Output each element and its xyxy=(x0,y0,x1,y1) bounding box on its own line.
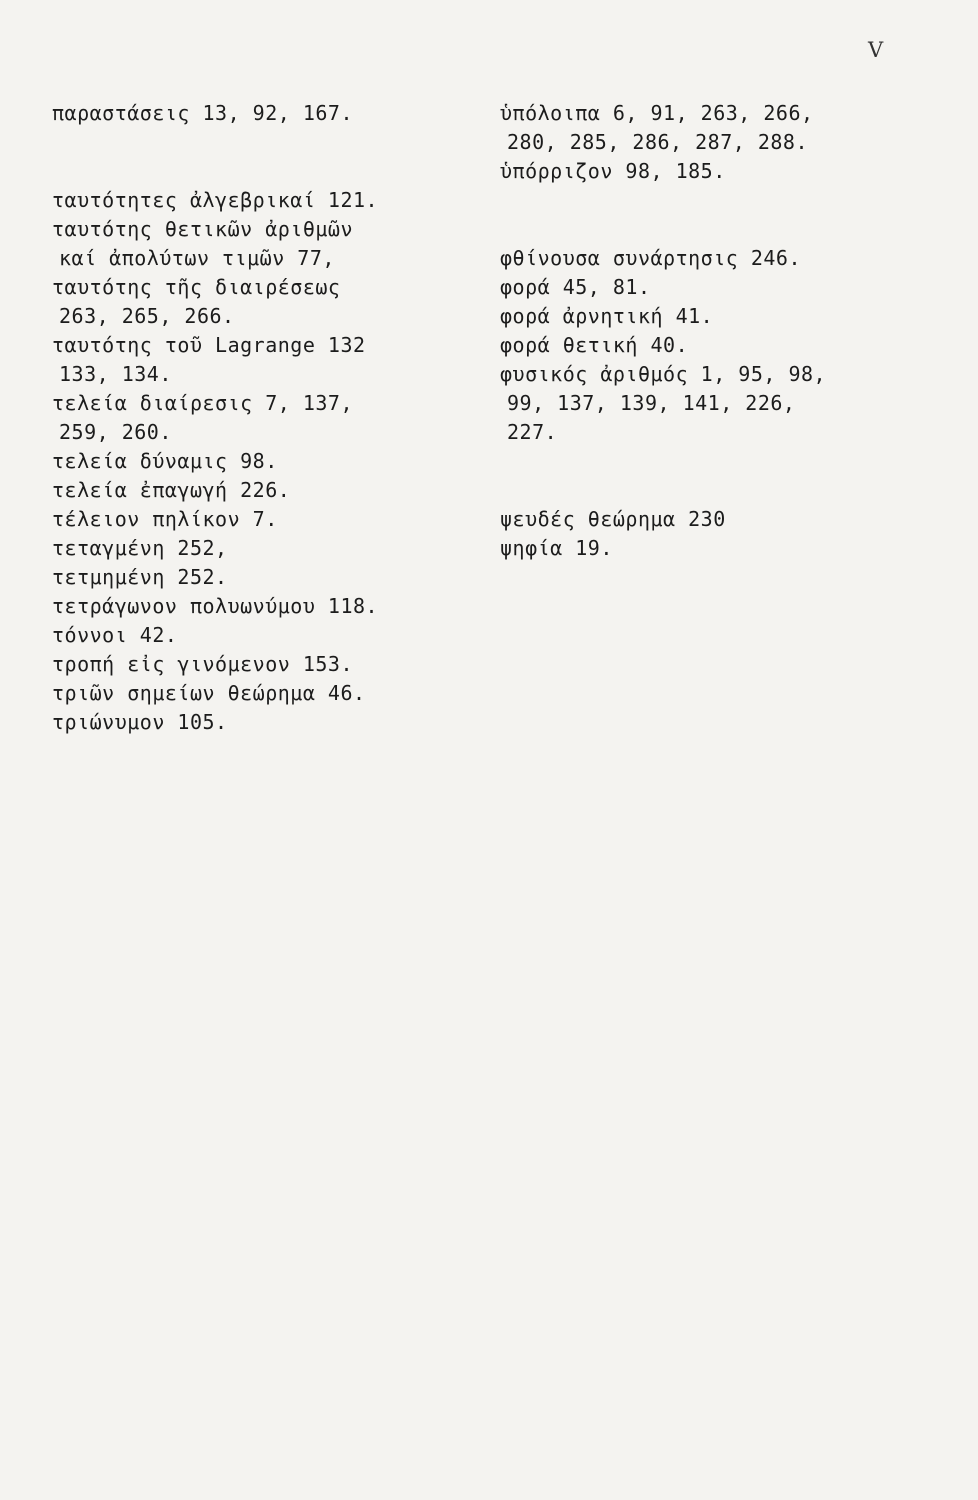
index-entry xyxy=(500,215,930,244)
index-entry xyxy=(52,128,472,157)
index-entry-continuation: 99, 137, 139, 141, 226, xyxy=(507,391,796,415)
index-entry: φθίνουσα συνάρτησις 246. xyxy=(500,246,801,270)
index-column-right xyxy=(500,99,930,563)
index-entry: τελεία ἐπαγωγή 226. xyxy=(52,478,291,502)
index-entry: τροπή εἰς γινόμενον 153. xyxy=(52,652,353,676)
index-entry: ταυτότητες ἀλγεβρικαί 121. xyxy=(52,188,379,212)
page-number: V xyxy=(868,38,884,62)
index-entry: ταυτότης τῆς διαιρέσεως xyxy=(52,275,341,299)
index-entry: φορά ἀρνητική 41. xyxy=(500,304,714,328)
index-entry: φορά θετική 40. xyxy=(500,333,689,357)
index-entry: τεταγμένη 252, xyxy=(52,536,228,560)
index-entry: παραστάσεις 13, 92, 167. xyxy=(52,101,353,125)
index-entry: τελεία διαίρεσις 7, 137, xyxy=(52,391,353,415)
index-entry: τόννοι 42. xyxy=(52,623,178,647)
index-entry: ὑπόλοιπα 6, 91, 263, 266, xyxy=(500,101,814,125)
index-entry: τριώνυμον 105. xyxy=(52,710,228,734)
index-entry: ταυτότης θετικῶν ἀριθμῶν xyxy=(52,217,353,241)
index-entry: ταυτότης τοῦ Lagrange 132 xyxy=(52,333,366,357)
index-entry: φορά 45, 81. xyxy=(500,275,651,299)
index-entry-continuation: 263, 265, 266. xyxy=(59,304,235,328)
index-entry-continuation: 259, 260. xyxy=(59,420,172,444)
index-entry-continuation: καί ἀπολύτων τιμῶν 77, xyxy=(59,246,335,270)
index-entry: τέλειον πηλίκον 7. xyxy=(52,507,278,531)
index-entry: τετράγωνον πολυωνύμου 118. xyxy=(52,594,379,618)
index-entry xyxy=(500,447,930,476)
index-entry-continuation: 133, 134. xyxy=(59,362,172,386)
index-entry xyxy=(52,157,472,186)
index-entry: ὑπόρριζον 98, 185. xyxy=(500,159,726,183)
index-entry: τριῶν σημείων θεώρημα 46. xyxy=(52,681,366,705)
index-entry xyxy=(500,186,930,215)
index-entry xyxy=(500,476,930,505)
index-entry: τετμημένη 252. xyxy=(52,565,228,589)
index-column-left xyxy=(52,99,472,737)
index-entry: ψευδές θεώρημα 230 xyxy=(500,507,726,531)
index-entry: ψηφία 19. xyxy=(500,536,613,560)
index-entry-continuation: 280, 285, 286, 287, 288. xyxy=(507,130,808,154)
index-entry: τελεία δύναμις 98. xyxy=(52,449,278,473)
index-entry: φυσικός ἀριθμός 1, 95, 98, xyxy=(500,362,827,386)
index-entry-continuation: 227. xyxy=(507,420,558,444)
